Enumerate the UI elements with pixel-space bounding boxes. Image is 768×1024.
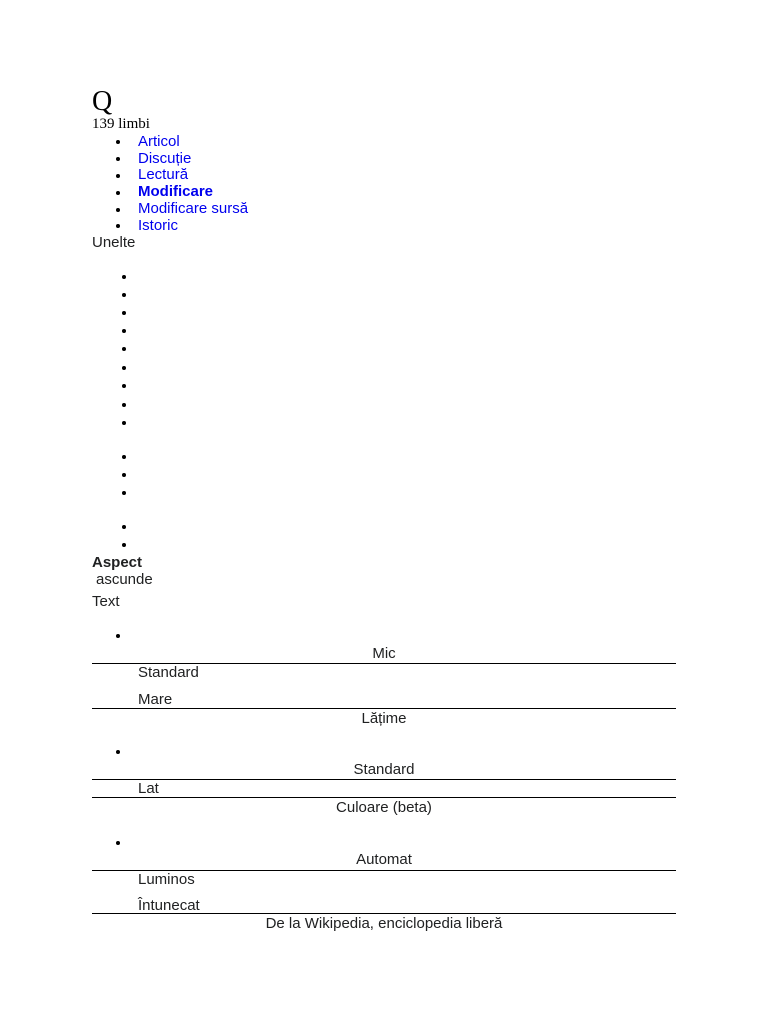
list-bullet — [116, 841, 120, 845]
text-size-option-standard[interactable]: Standard — [138, 664, 199, 681]
appearance-hide-button[interactable]: ascunde — [96, 571, 153, 588]
tools-list-item[interactable] — [122, 525, 126, 529]
width-option-wide[interactable]: Lat — [138, 780, 159, 797]
tools-list-item[interactable] — [122, 473, 126, 477]
list-bullet — [116, 750, 120, 754]
list-bullet — [116, 224, 120, 228]
text-size-option-small[interactable]: Mic — [372, 645, 396, 662]
list-bullet — [116, 191, 120, 195]
tools-list-item[interactable] — [122, 347, 126, 351]
tab-history[interactable]: Istoric — [138, 217, 179, 234]
list-bullet — [116, 174, 120, 178]
tools-list-item[interactable] — [122, 275, 126, 279]
color-option-auto[interactable]: Automat — [356, 851, 412, 868]
tools-list-item[interactable] — [122, 543, 126, 547]
appearance-heading: Aspect — [92, 554, 143, 571]
wikipedia-logo-icon[interactable]: Q — [92, 86, 113, 117]
tools-list-item[interactable] — [122, 455, 126, 459]
tools-list-item[interactable] — [122, 491, 126, 495]
list-bullet — [116, 140, 120, 144]
divider — [92, 708, 676, 709]
site-tagline: De la Wikipedia, enciclopedia liberă — [265, 915, 503, 932]
list-bullet — [116, 157, 120, 161]
text-size-label: Text — [92, 593, 120, 610]
tools-list-item[interactable] — [122, 329, 126, 333]
color-option-dark[interactable]: Întunecat — [138, 897, 200, 914]
tab-article[interactable]: Articol — [138, 133, 180, 150]
divider — [92, 797, 676, 798]
tools-list-item[interactable] — [122, 421, 126, 425]
tools-menu-button[interactable]: Unelte — [92, 234, 136, 251]
divider — [92, 913, 676, 914]
tools-list-item[interactable] — [122, 293, 126, 297]
list-bullet — [116, 634, 120, 638]
tools-list-item[interactable] — [122, 384, 126, 388]
tab-discussion[interactable]: Discuție — [138, 150, 192, 167]
tab-edit[interactable]: Modificare — [138, 183, 214, 200]
list-bullet — [116, 208, 120, 212]
tools-list-item[interactable] — [122, 403, 126, 407]
width-label: Lățime — [361, 710, 407, 727]
tools-list-item[interactable] — [122, 311, 126, 315]
tools-list-item[interactable] — [122, 366, 126, 370]
text-size-option-large[interactable]: Mare — [138, 691, 173, 708]
color-option-light[interactable]: Luminos — [138, 871, 195, 888]
divider — [92, 779, 676, 780]
color-label: Culoare (beta) — [336, 799, 432, 816]
width-option-standard[interactable]: Standard — [353, 761, 415, 778]
tab-read[interactable]: Lectură — [138, 166, 189, 183]
tab-edit-source[interactable]: Modificare sursă — [138, 200, 249, 217]
language-count-button[interactable]: 139 limbi — [92, 116, 150, 132]
